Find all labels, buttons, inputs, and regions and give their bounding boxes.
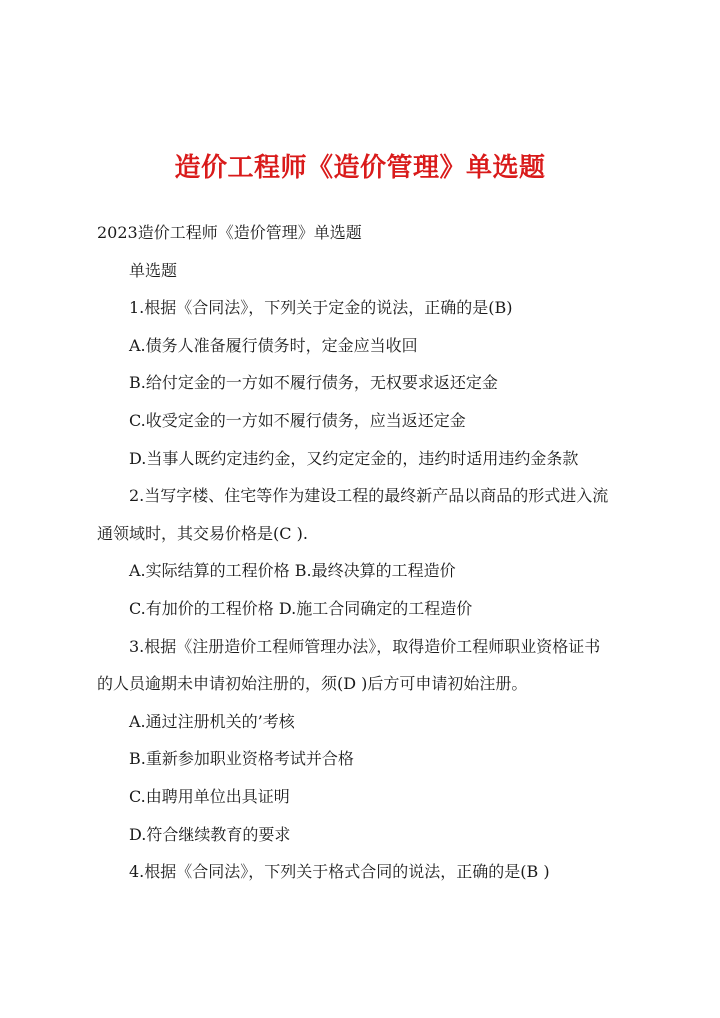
q1-option-b: B.给付定金的一方如不履行债务，无权要求返还定金 [129,373,498,393]
question-3: 3.根据《注册造价工程师管理办法》，取得造价工程师职业资格证书 [129,636,601,656]
q3-option-c: C.由聘用单位出具证明 [129,786,290,806]
question-2-continued: 通领域时，其交易价格是(C ). [97,523,308,543]
q1-option-d: D.当事人既约定违约金，又约定定金的，违约时适用违约金条款 [129,448,579,468]
subtitle: 2023造价工程师《造价管理》单选题 [97,223,362,242]
document-body [97,214,637,891]
q3-option-d: D.符合继续教育的要求 [129,824,291,844]
q2-options-ab: A.实际结算的工程价格 B.最终决算的工程造价 [129,561,456,581]
question-3-continued: 的人员逾期未申请初始注册的，须(D )后方可申请初始注册。 [97,674,528,694]
question-4: 4.根据《合同法》，下列关于格式合同的说法，正确的是(B ) [129,862,550,882]
question-2: 2.当写字楼、住宅等作为建设工程的最终新产品以商品的形式进入流 [129,486,609,506]
document-title: 造价工程师《造价管理》单选题 [174,153,546,183]
section-heading: 单选题 [129,260,178,280]
q1-option-a: A.债务人准备履行债务时，定金应当收回 [129,335,418,355]
q3-option-a: A.通过注册机关的’考核 [129,711,295,731]
q3-option-b: B.重新参加职业资格考试并合格 [129,749,354,769]
q1-option-c: C.收受定金的一方如不履行债务，应当返还定金 [129,410,466,430]
question-1: 1.根据《合同法》，下列关于定金的说法，正确的是(B) [129,298,513,318]
q2-options-cd: C.有加价的工程价格 D.施工合同确定的工程造价 [129,598,473,618]
